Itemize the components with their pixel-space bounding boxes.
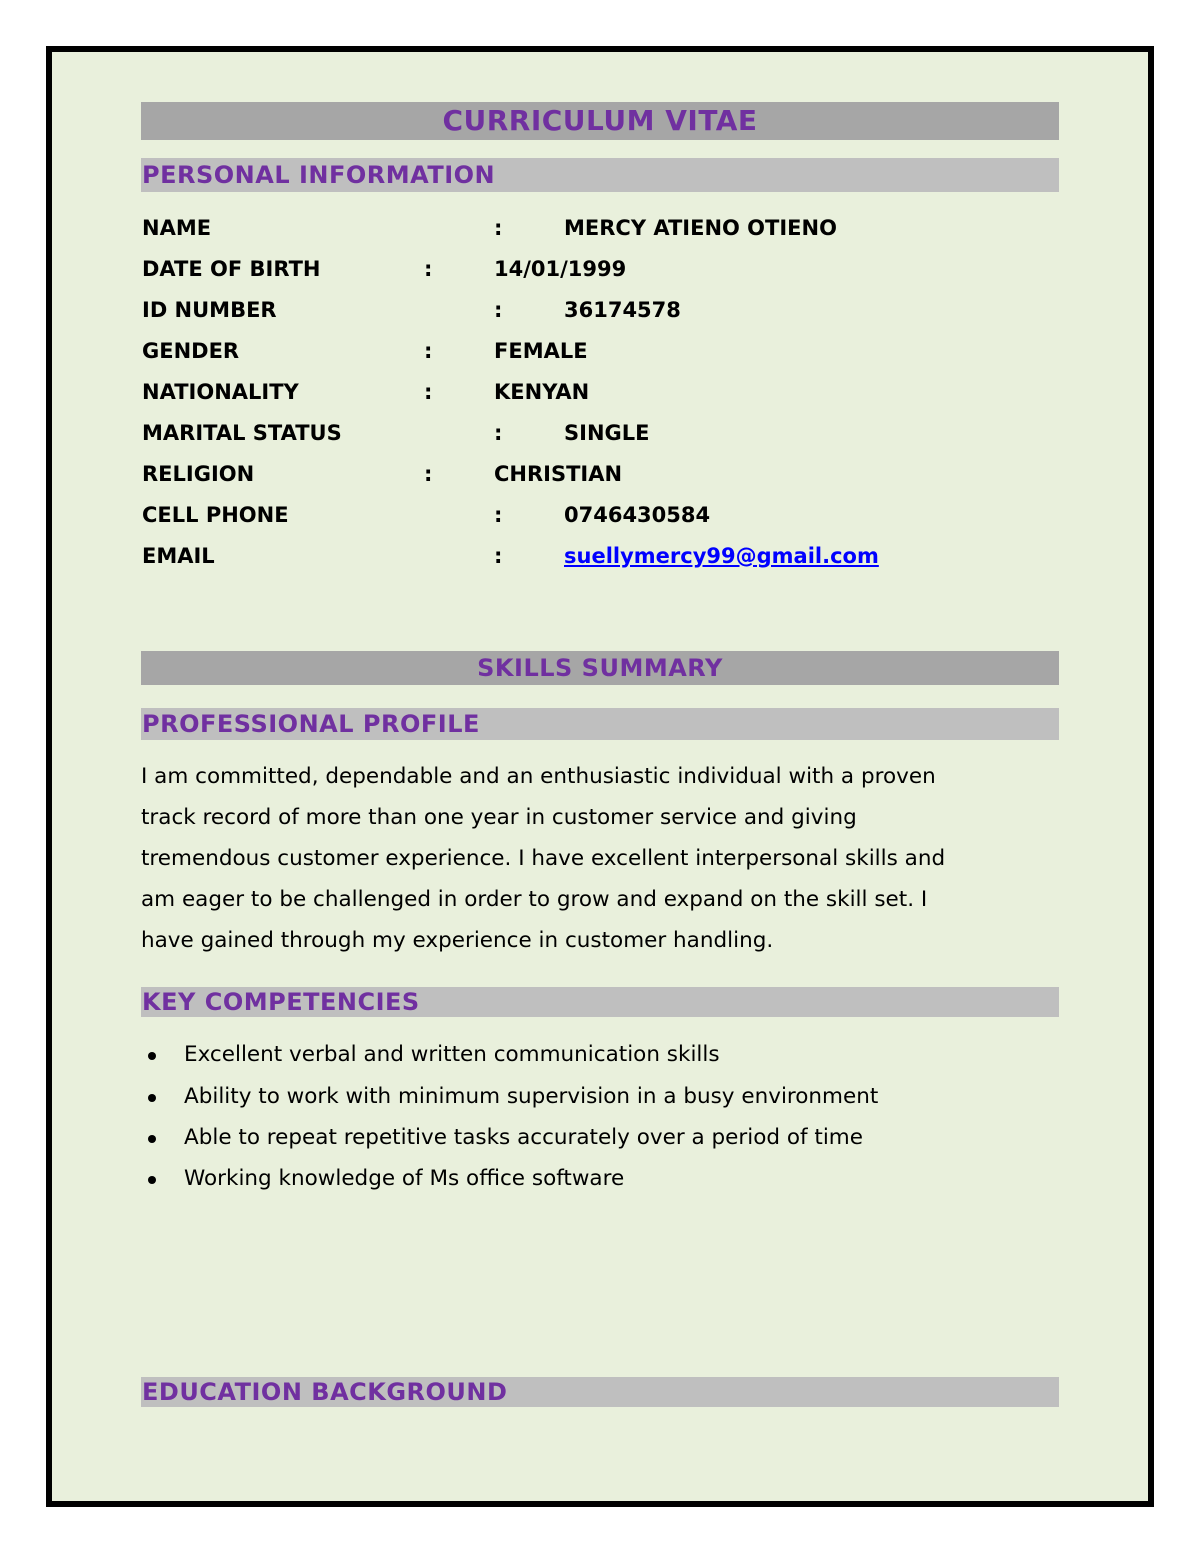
personal-information-heading: PERSONAL INFORMATION (141, 158, 1059, 192)
field-separator: : (494, 216, 503, 240)
field-label: MARITAL STATUS (142, 421, 342, 445)
field-separator: : (424, 380, 433, 404)
field-separator: : (494, 421, 503, 445)
field-label: NAME (142, 216, 212, 240)
field-separator: : (494, 544, 503, 568)
field-value: MERCY ATIENO OTIENO (564, 216, 837, 240)
field-label: ID NUMBER (142, 298, 277, 322)
field-value: SINGLE (564, 421, 650, 445)
education-background-heading: EDUCATION BACKGROUND (141, 1377, 1059, 1407)
email-link[interactable]: suellymercy99@gmail.com (564, 544, 879, 568)
field-label: CELL PHONE (142, 503, 289, 527)
key-competencies-heading: KEY COMPETENCIES (141, 987, 1059, 1017)
field-separator: : (494, 298, 503, 322)
field-value: 36174578 (564, 298, 681, 322)
field-separator: : (424, 462, 433, 486)
profile-line: have gained through my experience in customer handling. (141, 928, 774, 953)
profile-line: tremendous customer experience. I have excellent interpersonal skills and (141, 846, 946, 871)
field-label: NATIONALITY (142, 380, 299, 404)
list-item-text: Ability to work with minimum supervision in a busy environment (184, 1084, 879, 1109)
bullet-icon (148, 1052, 156, 1060)
field-separator: : (494, 503, 503, 527)
bullet-icon (148, 1135, 156, 1143)
field-label: DATE OF BIRTH (142, 257, 321, 281)
skills-summary-heading: SKILLS SUMMARY (141, 651, 1059, 685)
list-item-text: Excellent verbal and written communication skills (184, 1042, 720, 1067)
profile-line: track record of more than one year in customer service and giving (141, 805, 857, 830)
profile-line: am eager to be challenged in order to grow and expand on the skill set. I (141, 887, 928, 912)
field-value: 14/01/1999 (494, 257, 627, 281)
field-separator: : (424, 257, 433, 281)
list-item-text: Able to repeat repetitive tasks accurately over a period of time (184, 1125, 863, 1150)
field-value: CHRISTIAN (494, 462, 623, 486)
field-value: KENYAN (494, 380, 590, 404)
cv-title: CURRICULUM VITAE (141, 102, 1059, 140)
field-value: 0746430584 (564, 503, 711, 527)
professional-profile-heading: PROFESSIONAL PROFILE (141, 708, 1059, 740)
cv-page (46, 46, 1154, 1507)
field-label: RELIGION (142, 462, 255, 486)
profile-line: I am committed, dependable and an enthusiastic individual with a proven (141, 764, 936, 789)
field-label: EMAIL (142, 544, 215, 568)
professional-profile-text (141, 756, 1059, 961)
list-item-text: Working knowledge of Ms office software (184, 1166, 625, 1191)
field-value: FEMALE (494, 339, 588, 363)
field-label: GENDER (142, 339, 240, 363)
bullet-icon (148, 1094, 156, 1102)
bullet-icon (148, 1176, 156, 1184)
field-separator: : (424, 339, 433, 363)
